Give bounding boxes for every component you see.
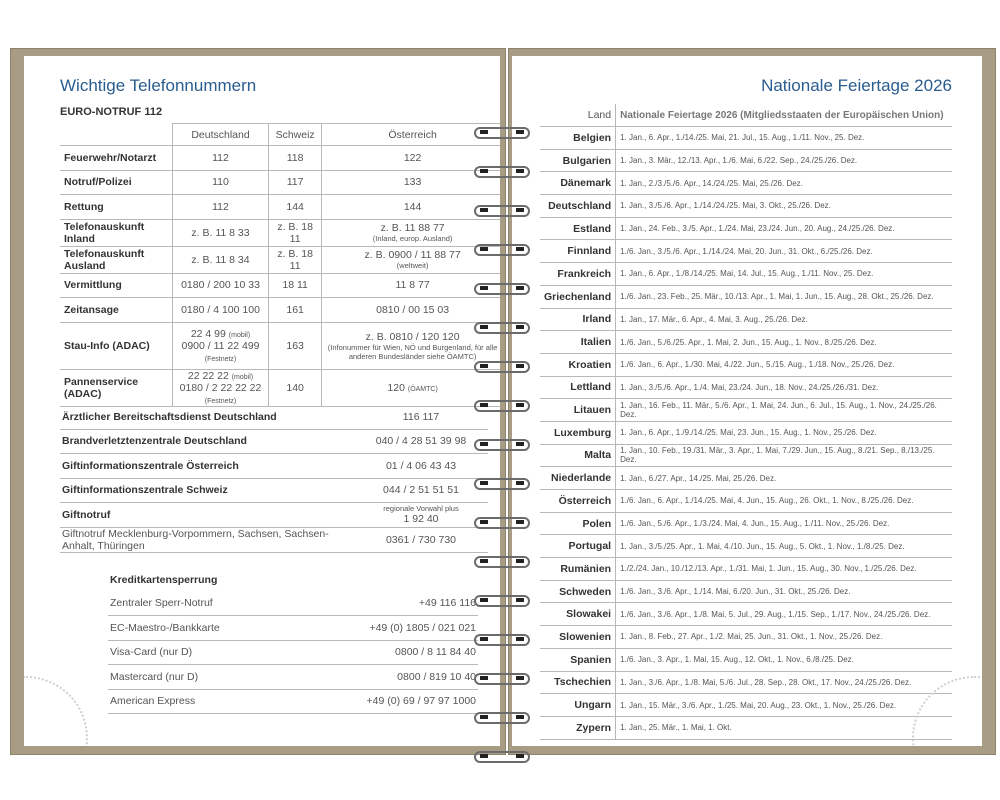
holiday-dates: 1./6. Jan., 5./6. Apr., 1./3./24. Mai, 4. Jun., 15. Aug., 1./11. Nov., 25./26. Dez. bbox=[616, 512, 952, 535]
spiral-coil bbox=[474, 475, 532, 491]
country-name: Slowakei bbox=[540, 603, 616, 626]
cell-de bbox=[173, 322, 269, 369]
coil-hole bbox=[516, 325, 524, 329]
euro-notruf-heading: EURO-NOTRUF 112 bbox=[60, 106, 163, 118]
cell-at-note: (weltweit) bbox=[396, 261, 429, 270]
item-label: Ärztlicher Bereitschaftsdienst Deutschland bbox=[60, 405, 354, 429]
holiday-dates: 1. Jan., 3./6. Apr., 1./8. Mai, 5./6. Jul., 28. Sep., 28. Okt., 17. Nov., 24./25./26. Dez. bbox=[616, 671, 952, 694]
decorative-dotted-arc bbox=[24, 676, 88, 746]
cell-at-value: 120 bbox=[387, 381, 405, 394]
row-label: Vermittlung bbox=[60, 273, 173, 298]
country-name: Dänemark bbox=[540, 172, 616, 195]
card-label: Mastercard (nur D) bbox=[108, 665, 293, 690]
item-value: 01 / 4 06 43 43 bbox=[354, 454, 488, 479]
cards-heading-row bbox=[108, 568, 478, 592]
coil-hole bbox=[516, 754, 524, 758]
coil-hole bbox=[480, 481, 488, 485]
page-title-phone: Wichtige Telefonnummern bbox=[60, 76, 257, 95]
card-label: American Express bbox=[108, 689, 293, 714]
table-row bbox=[540, 308, 952, 331]
table-row bbox=[60, 195, 500, 220]
coil-hole bbox=[516, 676, 524, 680]
de-mobile: 22 22 22 bbox=[187, 369, 229, 382]
spiral-coil bbox=[474, 280, 532, 296]
cards-heading: Kreditkartensperrung bbox=[110, 573, 218, 586]
coil-hole bbox=[516, 520, 524, 524]
list-item bbox=[108, 616, 478, 641]
coil-hole bbox=[480, 559, 488, 563]
table-row bbox=[60, 298, 500, 323]
spiral-coil bbox=[474, 631, 532, 647]
holiday-dates: 1. Jan., 3./5./25. Apr., 1. Mai, 4./10. Jun., 15. Aug., 5. Okt., 1. Nov., 1./8./25. Dez. bbox=[616, 535, 952, 558]
holiday-dates: 1. Jan., 15. Mär., 3./6. Apr., 1./25. Mai, 20. Aug., 23. Okt., 1. Nov., 25./26. Dez. bbox=[616, 694, 952, 717]
list-item bbox=[108, 665, 478, 690]
card-number: +49 116 116 bbox=[293, 592, 478, 616]
card-number: 0800 / 8 11 84 40 bbox=[293, 640, 478, 665]
table-row bbox=[540, 376, 952, 399]
list-item bbox=[108, 640, 478, 665]
coil-hole bbox=[480, 598, 488, 602]
country-name: Kroatien bbox=[540, 353, 616, 376]
row-label: Feuerwehr/Notarzt bbox=[60, 146, 173, 171]
cell-at-value: z. B. 0810 / 120 120 bbox=[365, 330, 460, 343]
cell-de: 110 bbox=[173, 170, 269, 195]
country-name: Italien bbox=[540, 331, 616, 354]
col-header: Österreich bbox=[322, 124, 500, 146]
row-label: Stau-Info (ADAC) bbox=[60, 322, 173, 369]
table-row bbox=[60, 322, 500, 369]
table-row bbox=[540, 716, 952, 739]
holiday-dates: 1. Jan., 25. Mär., 1. Mai, 1. Okt. bbox=[616, 716, 952, 739]
other-numbers-table bbox=[60, 405, 488, 553]
coil-hole bbox=[480, 520, 488, 524]
country-name: Portugal bbox=[540, 535, 616, 558]
card-number: +49 (0) 69 / 97 97 1000 bbox=[293, 689, 478, 714]
cell-ch: 140 bbox=[269, 369, 322, 406]
corner-cell bbox=[60, 124, 173, 146]
spiral-coil bbox=[474, 514, 532, 530]
cell-de: 112 bbox=[173, 195, 269, 220]
coil-hole bbox=[480, 403, 488, 407]
cell-at-note: (Infonummer für Wien, NÖ und Burgenland, für alle anderen Bundesländer siehe ÖAMTC) bbox=[327, 342, 498, 361]
table-row bbox=[540, 217, 952, 240]
coil-hole bbox=[516, 286, 524, 290]
spiral-coil bbox=[474, 163, 532, 179]
item-label: Giftinformationszentrale Schweiz bbox=[60, 478, 354, 503]
coil-hole bbox=[480, 169, 488, 173]
holidays-heading-main: Nationale Feiertage 2026 bbox=[620, 109, 738, 121]
item-label: Giftinformationszentrale Österreich bbox=[60, 454, 354, 479]
country-name: Lettland bbox=[540, 376, 616, 399]
country-name: Deutschland bbox=[540, 195, 616, 218]
table-row bbox=[540, 195, 952, 218]
table-row bbox=[540, 535, 952, 558]
item-label: Brandverletztenzentrale Deutschland bbox=[60, 429, 354, 454]
coil-hole bbox=[516, 715, 524, 719]
coil-hole bbox=[480, 637, 488, 641]
coil-hole bbox=[516, 169, 524, 173]
list-item bbox=[108, 592, 478, 616]
cell-at-value: z. B. 0900 / 11 88 77 bbox=[364, 249, 461, 261]
item-value-number: 1 92 40 bbox=[403, 513, 439, 526]
country-name: Rumänien bbox=[540, 558, 616, 581]
holiday-dates: 1. Jan., 8. Feb., 27. Apr., 1./2. Mai, 25. Jun., 31. Okt., 1. Nov., 25./26. Dez. bbox=[616, 626, 952, 649]
holiday-dates: 1./6. Jan., 6. Apr., 1./14./25. Mai, 4. Jun., 15. Aug., 26. Okt., 1. Nov., 8./25./26. Dez. bbox=[616, 490, 952, 513]
coil-hole bbox=[516, 403, 524, 407]
cell-de: z. B. 11 8 34 bbox=[173, 246, 269, 273]
cell-ch: z. B. 18 11 bbox=[269, 219, 322, 246]
table-row bbox=[540, 671, 952, 694]
cell-at: 133 bbox=[322, 170, 500, 195]
country-name: Österreich bbox=[540, 490, 616, 513]
col-header: Schweiz bbox=[269, 124, 322, 146]
cell-de: 0180 / 4 100 100 bbox=[173, 298, 269, 323]
card-label: Zentraler Sperr-Notruf bbox=[108, 592, 293, 616]
holidays-header bbox=[540, 104, 952, 127]
table-row bbox=[540, 648, 952, 671]
country-name: Estland bbox=[540, 217, 616, 240]
table-row bbox=[60, 246, 500, 273]
spiral-coil bbox=[474, 553, 532, 569]
country-name: Litauen bbox=[540, 399, 616, 422]
holiday-dates: 1. Jan., 16. Feb., 11. Mär., 5./6. Apr., 1. Mai, 24. Jun., 6. Jul., 15. Aug., 1. Nov., 24./25./26. Dez. bbox=[616, 399, 952, 422]
row-label: Zeitansage bbox=[60, 298, 173, 323]
list-item bbox=[60, 527, 488, 552]
holidays-body bbox=[540, 127, 952, 740]
table-row bbox=[540, 172, 952, 195]
list-item bbox=[108, 689, 478, 714]
spiral-coil bbox=[474, 358, 532, 374]
holiday-dates: 1. Jan., 3. Mär., 12./13. Apr., 1./6. Mai, 6./22. Sep., 24./25./26. Dez. bbox=[616, 149, 952, 172]
table-row bbox=[60, 219, 500, 246]
table-row bbox=[540, 353, 952, 376]
table-row bbox=[540, 626, 952, 649]
row-label: Telefonauskunft Inland bbox=[60, 219, 173, 246]
holiday-dates: 1. Jan., 6. Apr., 1./8./14./25. Mai, 14. Jul., 15. Aug., 1./11. Nov., 25. Dez. bbox=[616, 263, 952, 286]
cell-de: 112 bbox=[173, 146, 269, 171]
de-landline: 0180 / 2 22 22 22 bbox=[179, 381, 262, 394]
coil-hole bbox=[516, 130, 524, 134]
spiral-coil bbox=[474, 241, 532, 257]
table-row bbox=[540, 490, 952, 513]
holiday-dates: 1. Jan., 6./27. Apr., 14./25. Mai, 25./26. Dez. bbox=[616, 467, 952, 490]
cell-ch: 18 11 bbox=[269, 273, 322, 298]
cell-de bbox=[173, 369, 269, 406]
cell-ch: 161 bbox=[269, 298, 322, 323]
row-label: Pannenservice (ADAC) bbox=[60, 369, 173, 406]
table-row bbox=[60, 170, 500, 195]
holiday-dates: 1./6. Jan., 23. Feb., 25. Mär., 10./13. Apr., 1. Mai, 1. Jun., 15. Aug., 28. Okt., 25./26. Dez. bbox=[616, 285, 952, 308]
table-row bbox=[540, 399, 952, 422]
card-block-table bbox=[108, 568, 478, 714]
spiral-coil bbox=[474, 319, 532, 335]
country-name: Finnland bbox=[540, 240, 616, 263]
holiday-dates: 1. Jan., 24. Feb., 3./5. Apr., 1./24. Mai, 23./24. Jun., 20. Aug., 24./25./26. Dez. bbox=[616, 217, 952, 240]
table-row bbox=[540, 580, 952, 603]
holiday-dates: 1. Jan., 6. Apr., 1./14./25. Mai, 21. Jul., 15. Aug., 1./11. Nov., 25. Dez. bbox=[616, 127, 952, 150]
phone-table bbox=[60, 123, 500, 407]
cell-ch: 163 bbox=[269, 322, 322, 369]
item-value: 040 / 4 28 51 39 98 bbox=[354, 429, 488, 454]
spiral-coil bbox=[474, 592, 532, 608]
coil-hole bbox=[480, 130, 488, 134]
holiday-dates: 1./6. Jan., 6. Apr., 1./30. Mai, 4./22. Jun., 5./15. Aug., 1./18. Nov., 25./26. Dez. bbox=[616, 353, 952, 376]
table-row bbox=[540, 285, 952, 308]
cell-at: 122 bbox=[322, 146, 500, 171]
country-name: Luxemburg bbox=[540, 421, 616, 444]
country-name: Schweden bbox=[540, 580, 616, 603]
col-header-holidays bbox=[616, 104, 952, 127]
coil-hole bbox=[516, 247, 524, 251]
left-page bbox=[24, 56, 500, 746]
table-row bbox=[540, 240, 952, 263]
row-label: Rettung bbox=[60, 195, 173, 220]
item-value: 0361 / 730 730 bbox=[354, 527, 488, 552]
coil-hole bbox=[480, 754, 488, 758]
coil-hole bbox=[516, 442, 524, 446]
de-mobile-note: (mobil) bbox=[228, 331, 251, 339]
phone-table-header bbox=[60, 124, 500, 146]
spiral-coil bbox=[474, 124, 532, 140]
holiday-dates: 1. Jan., 3./5./6. Apr., 1./4. Mai, 23./24. Jun., 18. Nov., 24./25./26./31. Dez. bbox=[616, 376, 952, 399]
item-label: Giftnotruf Mecklenburg-Vorpommern, Sachsen, Sachsen-Anhalt, Thüringen bbox=[60, 527, 354, 552]
holiday-dates: 1./6. Jan., 3./6. Apr., 1./14. Mai, 6./20. Jun., 31. Okt., 25./26. Dez. bbox=[616, 580, 952, 603]
country-name: Belgien bbox=[540, 127, 616, 150]
cell-at: 11 8 77 bbox=[322, 273, 500, 298]
country-name: Tschechien bbox=[540, 671, 616, 694]
coil-hole bbox=[480, 247, 488, 251]
holiday-dates: 1./6. Jan., 3./6. Apr., 1./8. Mai, 5. Jul., 29. Aug., 1./15. Sep., 1./17. Nov., 24./25./26. Dez. bbox=[616, 603, 952, 626]
table-row bbox=[540, 127, 952, 150]
spiral-coil bbox=[474, 436, 532, 452]
country-name: Irland bbox=[540, 308, 616, 331]
holiday-dates: 1. Jan., 10. Feb., 19./31. Mär., 3. Apr., 1. Mai, 7./29. Jun., 15. Aug., 8./21. Sep., 8./13./25. Dez. bbox=[616, 444, 952, 467]
country-name: Polen bbox=[540, 512, 616, 535]
table-row bbox=[540, 444, 952, 467]
card-label: EC-Maestro-/Bankkarte bbox=[108, 616, 293, 641]
de-mobile: 22 4 99 bbox=[190, 327, 226, 340]
cell-at-note: (Inland, europ. Ausland) bbox=[372, 234, 453, 243]
item-label: Giftnotruf bbox=[60, 503, 354, 528]
table-row bbox=[540, 149, 952, 172]
country-name: Zypern bbox=[540, 716, 616, 739]
item-value: 116 117 bbox=[354, 405, 488, 429]
spiral-coil bbox=[474, 670, 532, 686]
country-name: Ungarn bbox=[540, 694, 616, 717]
table-row bbox=[540, 421, 952, 444]
de-landline-note: (Festnetz) bbox=[204, 397, 237, 405]
cell-at: 0810 / 00 15 03 bbox=[322, 298, 500, 323]
holiday-dates: 1. Jan., 2./3./5./6. Apr., 14./24./25. Mai, 25./26. Dez. bbox=[616, 172, 952, 195]
cell-ch: z. B. 18 11 bbox=[269, 246, 322, 273]
list-item bbox=[60, 503, 488, 528]
right-page bbox=[512, 56, 982, 746]
de-mobile-note: (mobil) bbox=[231, 373, 254, 381]
de-landline-note: (Festnetz) bbox=[204, 355, 237, 363]
country-name: Frankreich bbox=[540, 263, 616, 286]
table-row bbox=[540, 512, 952, 535]
country-name: Bulgarien bbox=[540, 149, 616, 172]
coil-hole bbox=[516, 208, 524, 212]
holiday-dates: 1./6. Jan., 5./6./25. Apr., 1. Mai, 2. Jun., 15. Aug., 1. Nov., 8./25./26. Dez. bbox=[616, 331, 952, 354]
country-name: Malta bbox=[540, 444, 616, 467]
table-row bbox=[540, 331, 952, 354]
cell-de: z. B. 11 8 33 bbox=[173, 219, 269, 246]
item-value bbox=[354, 503, 488, 528]
col-header: Deutschland bbox=[173, 124, 269, 146]
table-row bbox=[540, 694, 952, 717]
list-item bbox=[60, 454, 488, 479]
coil-hole bbox=[480, 442, 488, 446]
list-item bbox=[60, 429, 488, 454]
coil-hole bbox=[516, 481, 524, 485]
card-number: 0800 / 819 10 40 bbox=[293, 665, 478, 690]
country-name: Slowenien bbox=[540, 626, 616, 649]
coil-hole bbox=[516, 598, 524, 602]
table-row bbox=[60, 273, 500, 298]
cell-ch: 118 bbox=[269, 146, 322, 171]
card-label: Visa-Card (nur D) bbox=[108, 640, 293, 665]
coil-hole bbox=[480, 325, 488, 329]
coil-hole bbox=[516, 637, 524, 641]
col-header-land: Land bbox=[540, 104, 616, 127]
holidays-table bbox=[540, 104, 952, 740]
coil-hole bbox=[480, 715, 488, 719]
table-row bbox=[540, 467, 952, 490]
table-row bbox=[60, 369, 500, 406]
spiral-coil bbox=[474, 748, 532, 764]
cell-ch: 144 bbox=[269, 195, 322, 220]
spiral-coil bbox=[474, 202, 532, 218]
holiday-dates: 1./6. Jan., 3./5./6. Apr., 1./14./24. Mai, 20. Jun., 31. Okt., 6./25./26. Dez. bbox=[616, 240, 952, 263]
list-item bbox=[60, 405, 488, 429]
table-row bbox=[540, 263, 952, 286]
page-title-holidays: Nationale Feiertage 2026 bbox=[761, 76, 952, 95]
holidays-heading-sub: (Mitgliedsstaaten der Europäischen Union) bbox=[740, 109, 944, 121]
table-row bbox=[540, 558, 952, 581]
row-label: Notruf/Polizei bbox=[60, 170, 173, 195]
cell-at: 144 bbox=[322, 195, 500, 220]
card-number: +49 (0) 1805 / 021 021 bbox=[293, 616, 478, 641]
spiral-coil bbox=[474, 397, 532, 413]
table-row bbox=[540, 603, 952, 626]
coil-hole bbox=[480, 676, 488, 680]
coil-hole bbox=[516, 364, 524, 368]
coil-hole bbox=[480, 286, 488, 290]
list-item bbox=[60, 478, 488, 503]
item-value-note: regionale Vorwahl plus bbox=[383, 504, 459, 514]
country-name: Griechenland bbox=[540, 285, 616, 308]
row-label: Telefonauskunft Ausland bbox=[60, 246, 173, 273]
table-row bbox=[60, 146, 500, 171]
cell-ch: 117 bbox=[269, 170, 322, 195]
coil-hole bbox=[480, 208, 488, 212]
holiday-dates: 1. Jan., 6. Apr., 1./9./14./25. Mai, 23. Jun., 15. Aug., 1. Nov., 25./26. Dez. bbox=[616, 421, 952, 444]
spiral-coil bbox=[474, 709, 532, 725]
country-name: Niederlande bbox=[540, 467, 616, 490]
coil-hole bbox=[480, 364, 488, 368]
holiday-dates: 1./2./24. Jan., 10./12./13. Apr., 1./31. Mai, 1. Jun., 15. Aug., 30. Nov., 1./25./26. Dez. bbox=[616, 558, 952, 581]
country-name: Spanien bbox=[540, 648, 616, 671]
holiday-dates: 1./6. Jan., 3. Apr., 1. Mai, 15. Aug., 12. Okt., 1. Nov., 6./8./25. Dez. bbox=[616, 648, 952, 671]
item-value: 044 / 2 51 51 51 bbox=[354, 478, 488, 503]
cell-de: 0180 / 200 10 33 bbox=[173, 273, 269, 298]
coil-hole bbox=[516, 559, 524, 563]
holiday-dates: 1. Jan., 3./5./6. Apr., 1./14./24./25. Mai, 3. Okt., 25./26. Dez. bbox=[616, 195, 952, 218]
cell-at-value: z. B. 11 88 77 bbox=[380, 222, 445, 234]
de-landline: 0900 / 11 22 499 bbox=[181, 339, 260, 352]
cell-at-note: (ÖAMTC) bbox=[407, 385, 438, 393]
holiday-dates: 1. Jan., 17. Mär., 6. Apr., 4. Mai, 3. Aug., 25./26. Dez. bbox=[616, 308, 952, 331]
